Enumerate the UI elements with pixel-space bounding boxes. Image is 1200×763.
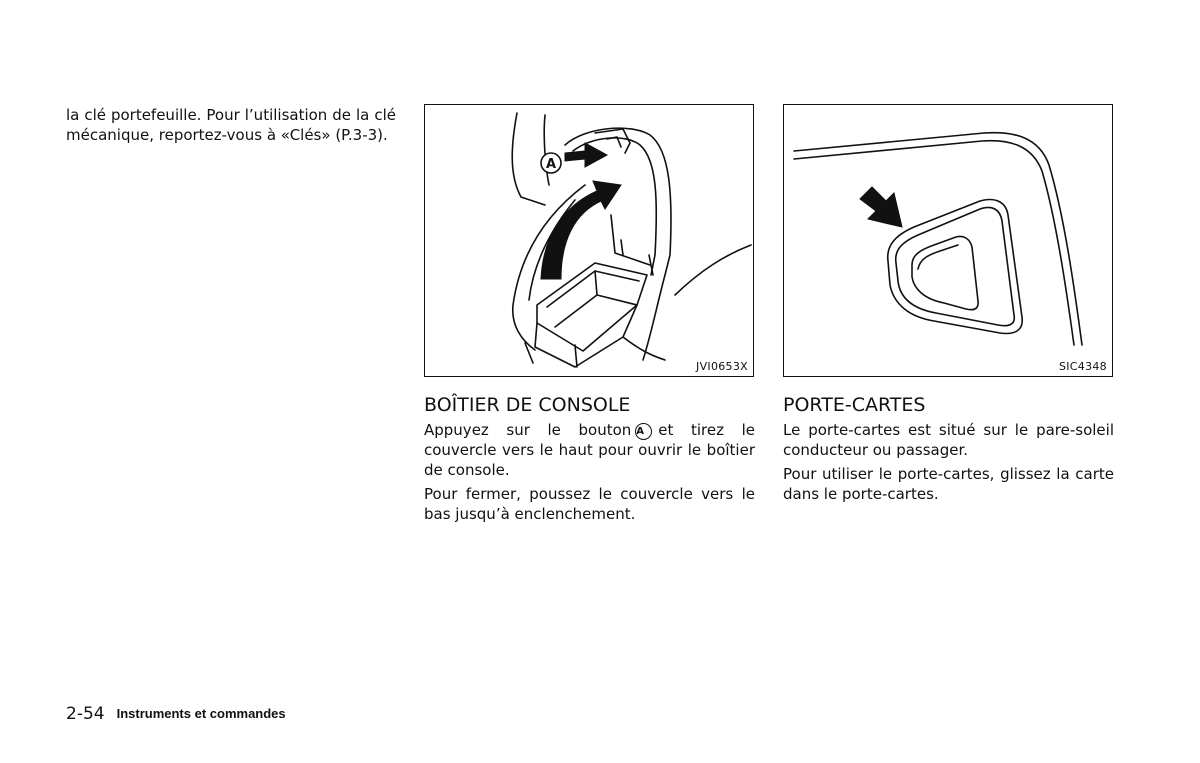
card-holder-figure	[783, 104, 1113, 377]
console-box-figure	[424, 104, 754, 377]
open-text-start: Appuyez sur le bouton	[424, 421, 632, 439]
console-box-heading: BOÎTIER DE CONSOLE	[424, 394, 631, 416]
console-box-paragraph-close: Pour fermer, poussez le couvercle vers le bas jusqu’à enclenchement.	[424, 485, 755, 523]
figure-code: SIC4348	[1058, 360, 1107, 373]
figure-code: JVI0653X	[696, 360, 748, 373]
intro-paragraph: la clé portefeuille. Pour l’utilisation de la clé mécanique, reportez-vous à «Clés» (P.3-3).	[66, 106, 396, 144]
section-name: Instruments et commandes	[116, 706, 286, 721]
page-number: 2-54	[66, 704, 105, 724]
console-box-illustration	[425, 105, 752, 375]
button-a-callout: A	[635, 423, 652, 440]
console-box-paragraph-open	[424, 420, 755, 480]
card-holder-paragraph-location: Le porte-cartes est situé sur le pare-soleil conducteur ou passager.	[783, 421, 1114, 459]
page-footer	[66, 703, 286, 725]
card-holder-heading: PORTE-CARTES	[783, 394, 926, 416]
open-text-end: et tirez le couvercle vers le haut pour ouvrir le boîtier de console.	[424, 421, 755, 479]
push-arrow	[565, 143, 607, 167]
callout-a-label: A	[545, 157, 557, 172]
card-holder-illustration	[784, 105, 1111, 375]
card-holder-arrow	[860, 187, 902, 227]
card-holder-paragraph-usage: Pour utiliser le porte-cartes, glissez la carte dans le porte-cartes.	[783, 465, 1114, 503]
